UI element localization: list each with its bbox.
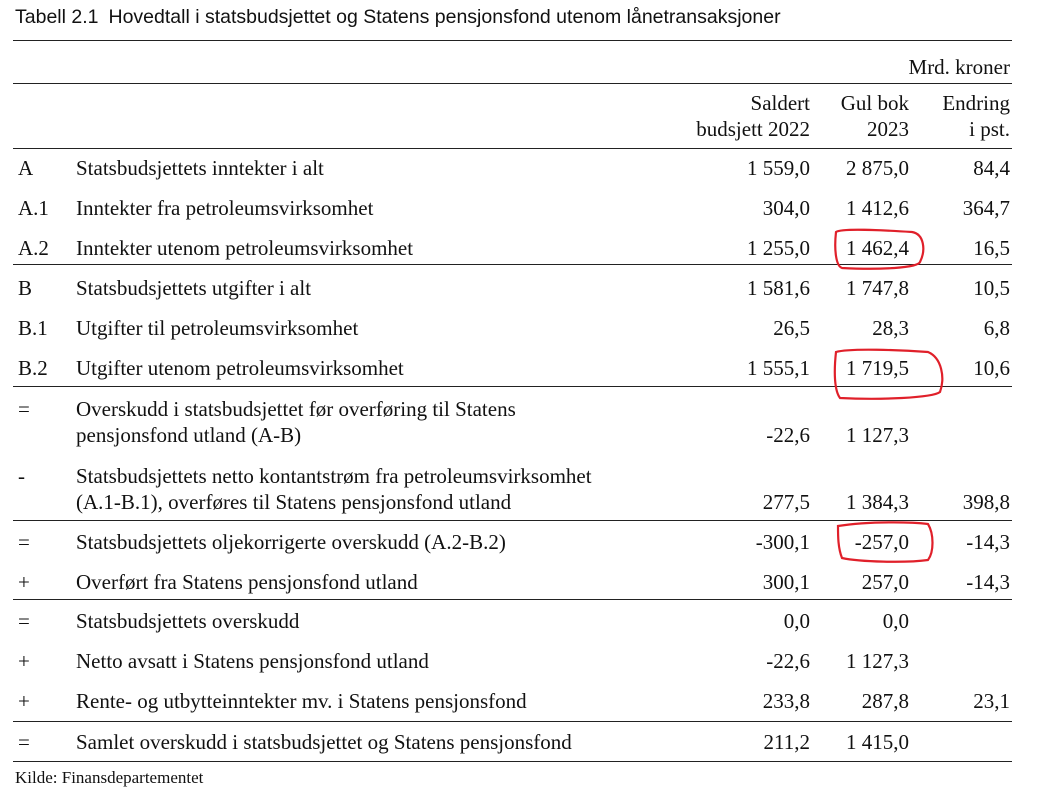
- row-code: B: [18, 276, 33, 300]
- row-code: A: [18, 156, 34, 180]
- value-saldert: 1 555,1: [747, 356, 810, 380]
- row-label: Utgifter til petroleumsvirksomhet: [76, 316, 359, 340]
- value-saldert: 304,0: [762, 196, 810, 220]
- value-gul-bok: 2 875,0: [846, 156, 909, 180]
- row-label: pensjonsfond utland (A-B): [76, 423, 302, 447]
- row-rule: [13, 599, 1012, 600]
- row-label: Utgifter utenom petroleumsvirksomhet: [76, 356, 404, 380]
- row-rule: [13, 264, 1012, 265]
- value-saldert: 277,5: [762, 490, 810, 514]
- value-gul-bok: -257,0: [854, 530, 909, 554]
- value-endring: 10,6: [973, 356, 1010, 380]
- value-endring: -14,3: [966, 530, 1010, 554]
- value-endring: 364,7: [962, 196, 1010, 220]
- row-code: +: [18, 649, 30, 673]
- value-saldert: 1 255,0: [747, 236, 810, 260]
- value-gul-bok: 0,0: [882, 609, 909, 633]
- column-header-saldert: Saldert budsjett 2022: [696, 91, 810, 141]
- unit-label: Mrd. kroner: [908, 55, 1010, 79]
- top-rule: [13, 40, 1012, 41]
- value-gul-bok: 1 384,3: [846, 490, 909, 514]
- row-label: Overskudd i statsbudsjettet før overføring til Statens: [76, 397, 516, 421]
- row-rule: [13, 520, 1012, 521]
- value-gul-bok: 1 415,0: [846, 730, 909, 754]
- value-gul-bok: 1 127,3: [846, 423, 909, 447]
- value-saldert: 300,1: [762, 570, 810, 594]
- value-saldert: 211,2: [763, 730, 810, 754]
- row-code: B.2: [18, 356, 48, 380]
- value-gul-bok: 1 462,4: [846, 236, 909, 260]
- value-saldert: -22,6: [766, 649, 810, 673]
- value-gul-bok: 287,8: [861, 689, 909, 713]
- row-rule: [13, 721, 1012, 722]
- row-label: Inntekter utenom petroleumsvirksomhet: [76, 236, 414, 260]
- row-label: Statsbudsjettets netto kontantstrøm fra petroleumsvirksomhet: [76, 464, 592, 488]
- value-endring: 398,8: [962, 490, 1010, 514]
- row-code: +: [18, 570, 30, 594]
- value-saldert: 233,8: [762, 689, 810, 713]
- value-saldert: 1 559,0: [747, 156, 810, 180]
- value-gul-bok: 1 747,8: [846, 276, 909, 300]
- row-label: Inntekter fra petroleumsvirksomhet: [76, 196, 374, 220]
- value-gul-bok: 257,0: [861, 570, 909, 594]
- row-rule: [13, 386, 1012, 387]
- table-title-text: Hovedtall i statsbudsjettet og Statens pensjonsfond utenom lånetransaksjoner: [108, 6, 781, 28]
- table-title: [15, 6, 781, 29]
- row-code: -: [18, 464, 25, 488]
- row-code: A.1: [18, 196, 49, 220]
- value-endring: 84,4: [973, 156, 1010, 180]
- value-endring: 23,1: [973, 689, 1010, 713]
- source-note: Kilde: Finansdepartementet: [15, 768, 204, 787]
- value-gul-bok: 1 719,5: [846, 356, 909, 380]
- row-label: Statsbudsjettets overskudd: [76, 609, 300, 633]
- value-endring: 16,5: [973, 236, 1010, 260]
- value-saldert: -300,1: [755, 530, 810, 554]
- value-saldert: 0,0: [783, 609, 810, 633]
- column-header-gul-bok: Gul bok 2023: [840, 91, 909, 141]
- column-header-endring: Endring i pst.: [942, 91, 1010, 141]
- value-saldert: 26,5: [773, 316, 810, 340]
- value-gul-bok: 1 412,6: [846, 196, 909, 220]
- value-gul-bok: 1 127,3: [846, 649, 909, 673]
- row-label: Statsbudsjettets inntekter i alt: [76, 156, 324, 180]
- row-code: =: [18, 609, 30, 633]
- bottom-rule: [13, 761, 1012, 762]
- row-code: =: [18, 397, 30, 421]
- row-label: (A.1-B.1), overføres til Statens pensjonsfond utland: [76, 490, 512, 514]
- row-code: A.2: [18, 236, 49, 260]
- row-code: =: [18, 730, 30, 754]
- value-saldert: 1 581,6: [747, 276, 810, 300]
- row-label: Samlet overskudd i statsbudsjettet og Statens pensjonsfond: [76, 730, 572, 754]
- row-code: B.1: [18, 316, 48, 340]
- value-saldert: -22,6: [766, 423, 810, 447]
- header-rule: [13, 83, 1012, 84]
- value-gul-bok: 28,3: [872, 316, 909, 340]
- row-code: +: [18, 689, 30, 713]
- value-endring: 10,5: [973, 276, 1010, 300]
- row-code: =: [18, 530, 30, 554]
- value-endring: -14,3: [966, 570, 1010, 594]
- value-endring: 6,8: [983, 316, 1010, 340]
- row-label: Statsbudsjettets utgifter i alt: [76, 276, 312, 300]
- row-label: Netto avsatt i Statens pensjonsfond utland: [76, 649, 429, 673]
- row-label: Statsbudsjettets oljekorrigerte overskudd (A.2-B.2): [76, 530, 506, 554]
- row-label: Overført fra Statens pensjonsfond utland: [76, 570, 418, 594]
- row-label: Rente- og utbytteinntekter mv. i Statens pensjonsfond: [76, 689, 527, 713]
- body-top-rule: [13, 148, 1012, 149]
- table-number: Tabell 2.1: [15, 6, 99, 28]
